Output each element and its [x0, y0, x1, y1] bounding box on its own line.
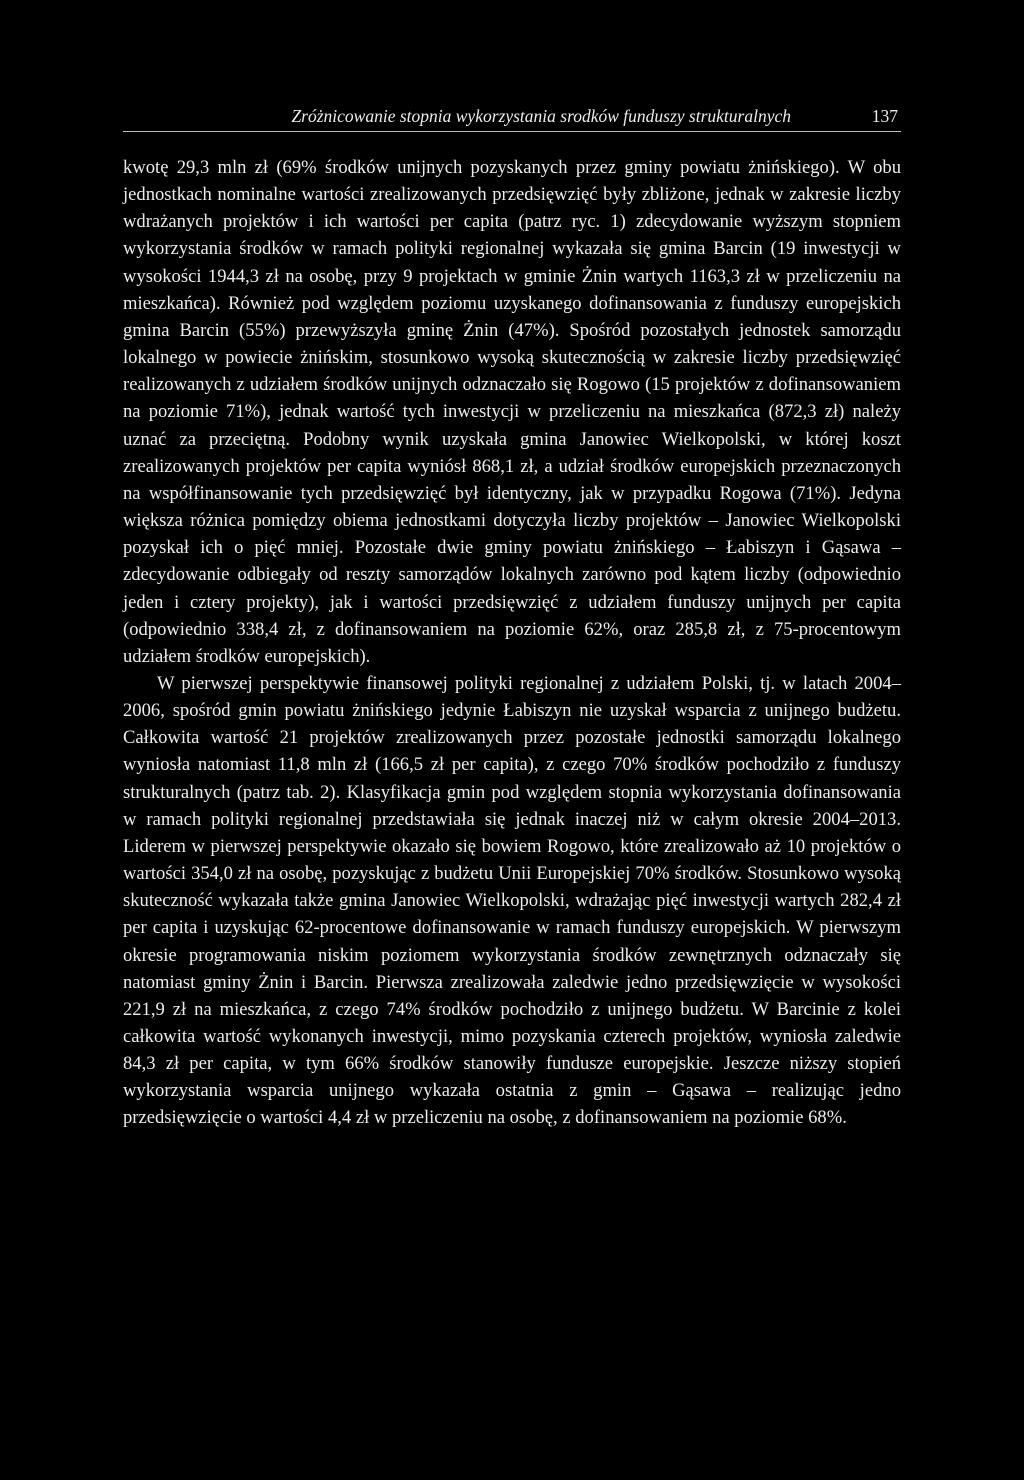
running-header-title: Zróżnicowanie stopnia wykorzystania srodków funduszy strukturalnych — [291, 106, 791, 126]
page-number: 137 — [871, 106, 898, 126]
body-text — [123, 154, 901, 1132]
running-header — [123, 105, 901, 132]
paragraph: kwotę 29,3 mln zł (69% środków unijnych pozyskanych przez gminy powiatu żnińskiego). W obu jednostkach nominalne wartości zrealizowanych przedsięwzięć były zbliżone, jednak w zakresie liczby wdrażanych projektów i ich wartości per capita (patrz ryc. 1) zdecydowanie wyższym stopniem wykorzystania środków w ramach polityki regionalnej wykazała się gmina Barcin (19 inwestycji w wysokości 1944,3 zł na osobę, przy 9 projektach w gminie Żnin wartych 1163,3 zł w przeliczeniu na mieszkańca). Również pod względem poziomu uzyskanego dofinansowania z funduszy europejskich gmina Barcin (55%) przewyższyła gminę Żnin (47%). Spośród pozostałych jednostek samorządu lokalnego w powiecie żnińskim, stosunkowo wysoką skutecznością w zakresie liczby przedsięwzięć realizowanych z udziałem środków unijnych odznaczało się Rogowo (15 projektów z dofinansowaniem na poziomie 71%), jednak wartość tych inwestycji w przeliczeniu na mieszkańca (872,3 zł) należy uznać za przeciętną. Podobny wynik uzyskała gmina Janowiec Wielkopolski, w której koszt zrealizowanych projektów per capita wyniósł 868,1 zł, a udział środków europejskich przeznaczonych na współfinansowanie tych przedsięwzięć był identyczny, jak w przypadku Rogowa (71%). Jedyna większa różnica pomiędzy obiema jednostkami dotyczyła liczby projektów – Janowiec Wielkopolski pozyskał ich o pięć mniej. Pozostałe dwie gminy powiatu żnińskiego – Łabiszyn i Gąsawa – zdecydowanie odbiegały od reszty samorządów lokalnych zarówno pod kątem liczby (odpowiednio jeden i cztery projekty), jak i wartości przedsięwzięć z udziałem funduszy unijnych per capita (odpowiednio 338,4 zł, z dofinansowaniem na poziomie 62%, oraz 285,8 zł, z 75-procentowym udziałem środków europejskich). — [123, 157, 901, 667]
paragraph: W pierwszej perspektywie finansowej polityki regionalnej z udziałem Polski, tj. w latach 2004–2006, spośród gmin powiatu żnińskiego jedynie Łabiszyn nie uzyskał wsparcia z unijnego budżetu. Całkowita wartość 21 projektów zrealizowanych przez pozostałe jednostki samorządu lokalnego wyniosła natomiast 11,8 mln zł (166,5 zł per capita), z czego 70% środków pochodziło z funduszy strukturalnych (patrz tab. 2). Klasyfikacja gmin pod względem stopnia wykorzystania dofinansowania w ramach polityki regionalnej przedstawiała się jednak inaczej niż w całym okresie 2004–2013. Liderem w pierwszej perspektywie okazało się bowiem Rogowo, które zrealizowało aż 10 projektów o wartości 354,0 zł na osobę, pozyskując z budżetu Unii Europejskiej 70% środków. Stosunkowo wysoką skuteczność wykazała także gmina Janowiec Wielkopolski, wdrażając pięć inwestycji wartych 282,4 zł per capita i uzyskując 62-procentowe dofinansowanie w ramach funduszy europejskich. W pierwszym okresie programowania niskim poziomem wykorzystania środków zewnętrznych odznaczały się natomiast gminy Żnin i Barcin. Pierwsza zrealizowała zaledwie jedno przedsięwzięcie w wysokości 221,9 zł na mieszkańca, z czego 74% środków pochodziło z unijnego budżetu. W Barcinie z kolei całkowita wartość wykonanych inwestycji, mimo pozyskania czterech projektów, wyniosła zaledwie 84,3 zł per capita, w tym 66% środków stanowiły fundusze europejskie. Jeszcze niższy stopień wykorzystania wsparcia unijnego wykazała ostatnia z gmin – Gąsawa – realizując jedno przedsięwzięcie o wartości 4,4 zł w przeliczeniu na osobę, z dofinansowaniem na poziomie 68%. — [123, 672, 901, 1129]
